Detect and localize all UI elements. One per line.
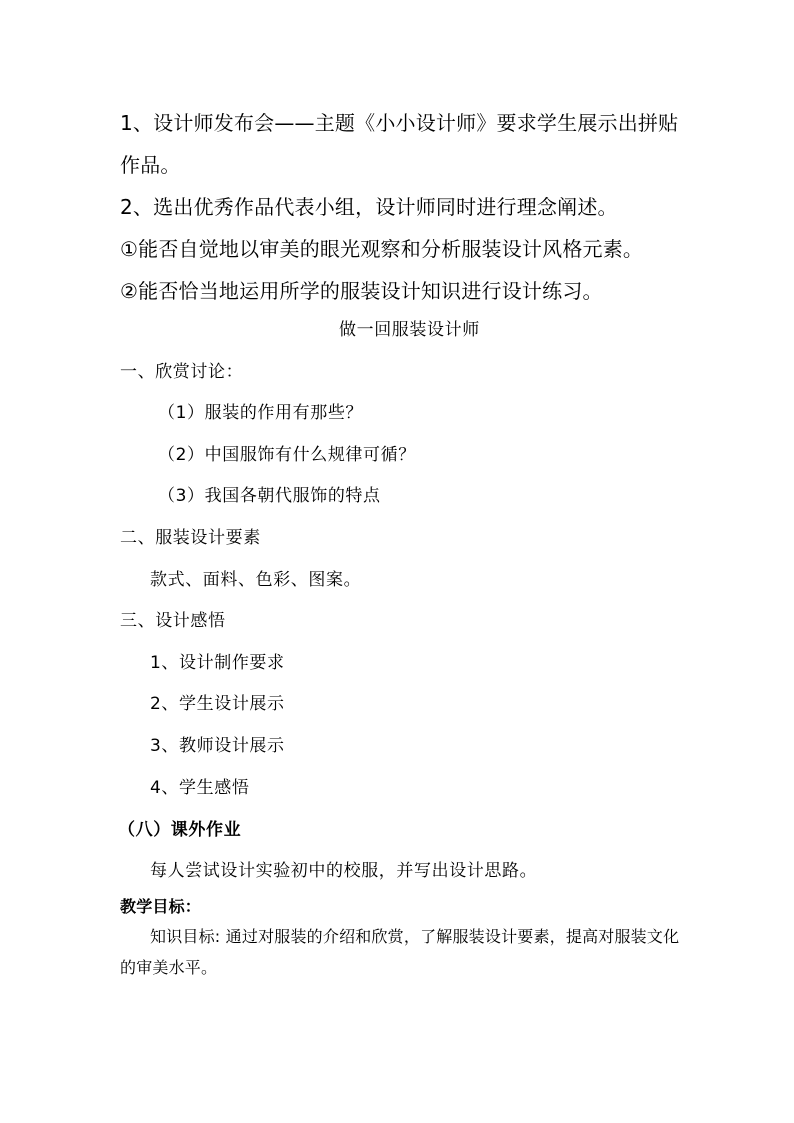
board-title: 做一回服装设计师 (339, 320, 480, 340)
section-3-item-3: 3、教师设计展示 (150, 736, 285, 756)
section-1-item-3: （3）我国各朝代服饰的特点 (158, 486, 381, 506)
objectives-line-2: 的审美水平。 (120, 958, 218, 977)
homework-content: 每人尝试设计实验初中的校服，并写出设计思路。 (150, 861, 538, 881)
section-2-content: 款式、面料、色彩、图案。 (150, 570, 362, 590)
activity-item-1-line-2: 作品。 (120, 153, 181, 177)
criterion-2: ②能否恰当地运用所学的服装设计知识进行设计练习。 (120, 279, 603, 303)
section-1-heading: 一、欣赏讨论： (120, 362, 244, 382)
section-3-item-4: 4、学生感悟 (150, 778, 250, 798)
criterion-1: ①能否自觉地以审美的眼光观察和分析服装设计风格元素。 (120, 237, 644, 261)
objectives-line-1: 知识目标: 通过对服装的介绍和欣赏，了解服装设计要素，提高对服装文化 (150, 927, 680, 946)
section-2-heading: 二、服装设计要素 (120, 528, 261, 548)
section-3-item-2: 2、学生设计展示 (150, 694, 285, 714)
activity-item-2: 2、选出优秀作品代表小组，设计师同时进行理念阐述。 (120, 195, 618, 219)
section-1-item-1: （1）服装的作用有那些？ (158, 403, 364, 423)
homework-heading: （八）课外作业 (118, 820, 242, 840)
section-1-item-2: （2）中国服饰有什么规律可循？ (158, 445, 416, 465)
section-3-item-1: 1、设计制作要求 (150, 653, 285, 673)
activity-item-1-line-1: 1、设计师发布会——主题《小小设计师》要求学生展示出拼贴 (120, 111, 679, 135)
objectives-heading: 教学目标： (120, 897, 202, 916)
section-3-heading: 三、设计感悟 (120, 611, 226, 631)
